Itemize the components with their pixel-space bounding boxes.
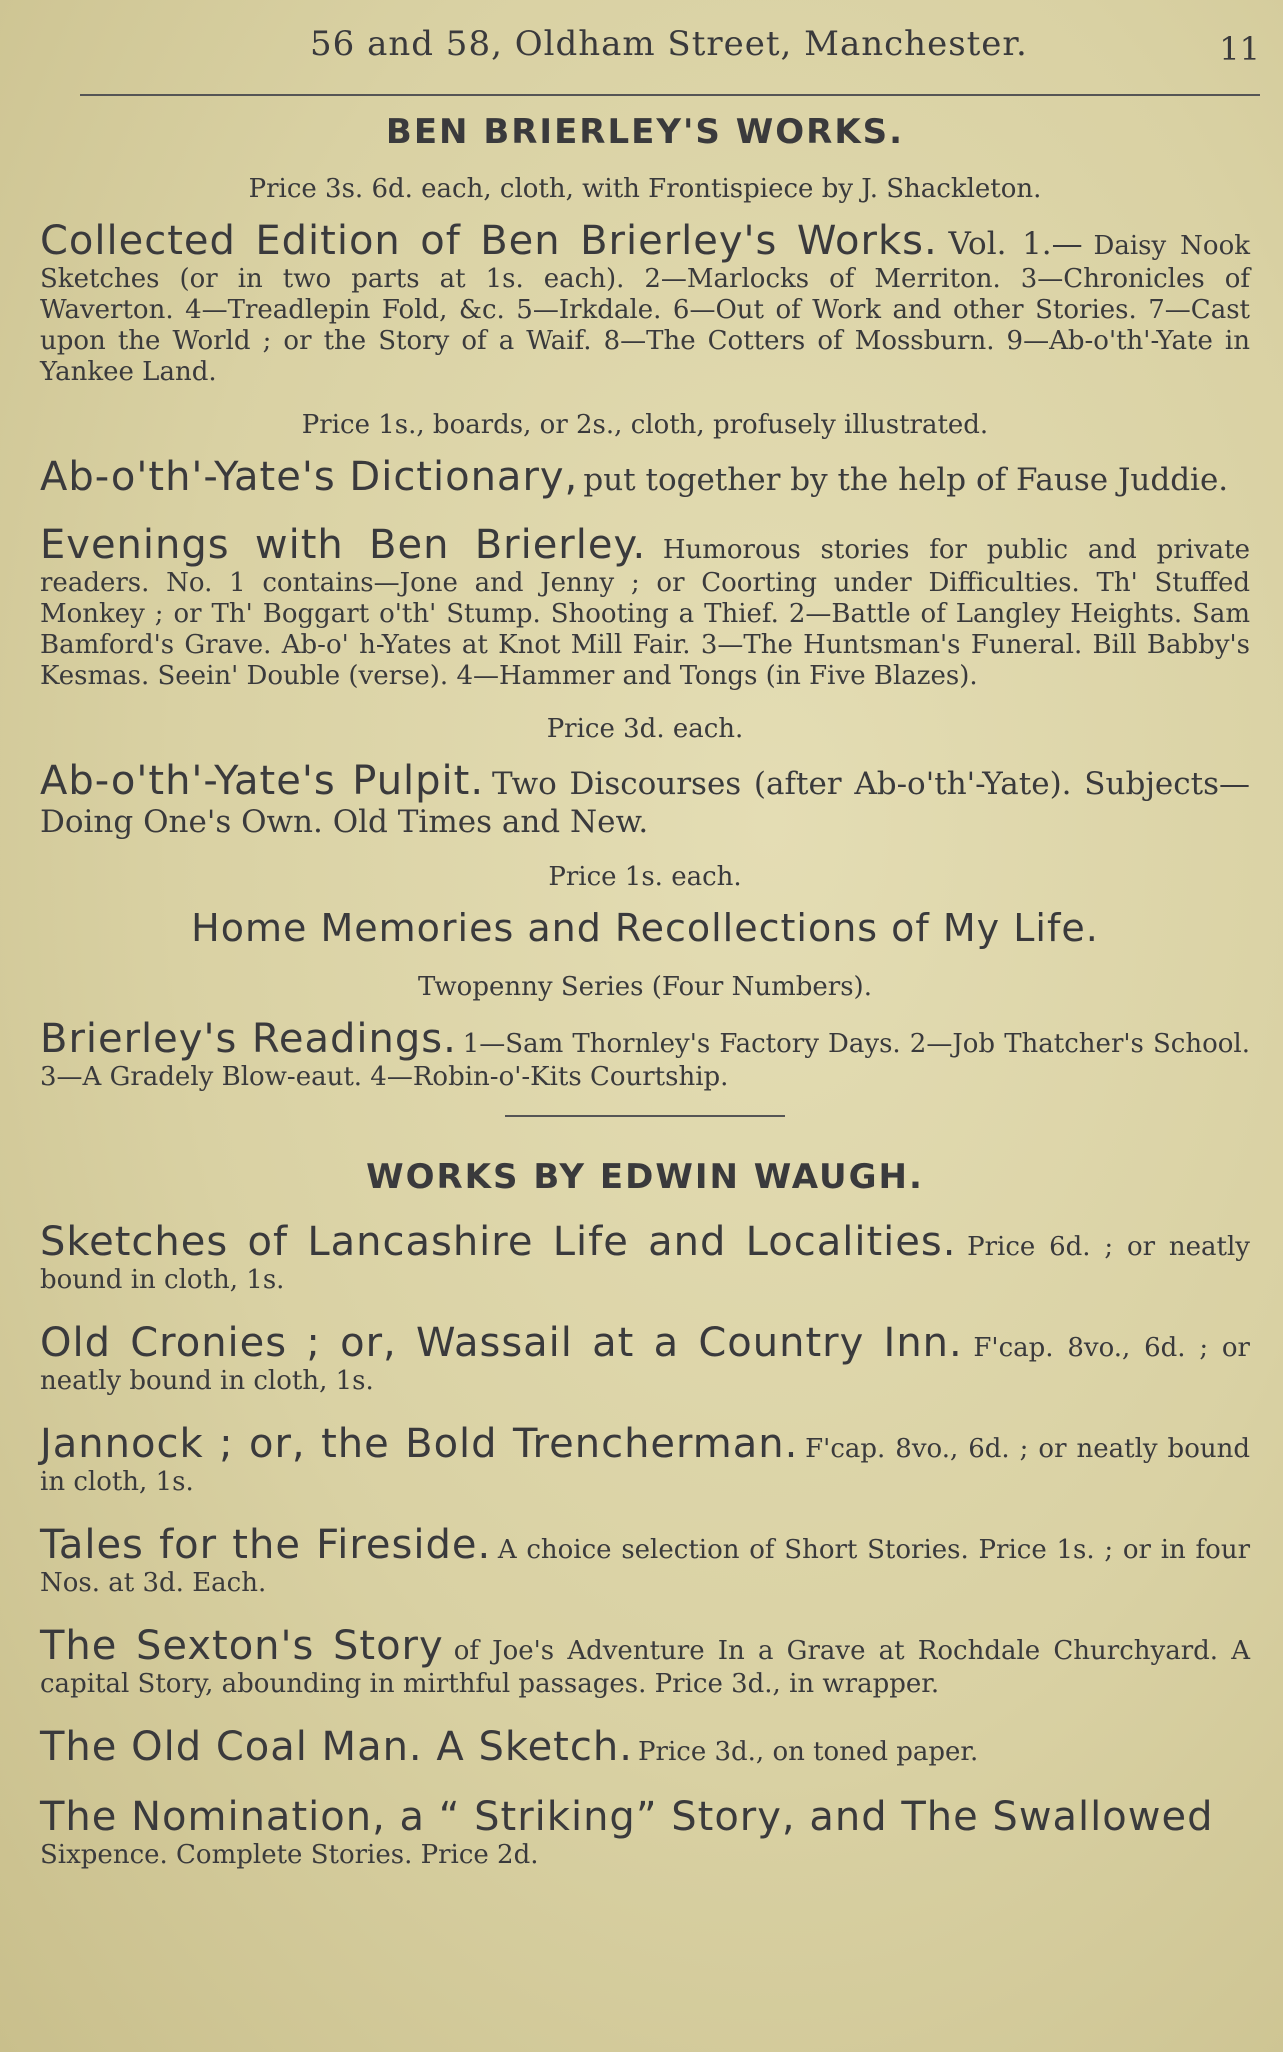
entry-title: The Old Coal Man. A Sketch. bbox=[40, 1724, 633, 1770]
entry-title: Sketches of Lancashire Life and Localities. bbox=[40, 1219, 957, 1265]
entry-body: put together by the help of Fause Juddie. bbox=[583, 462, 1229, 498]
entry-title: Ab-o'th'-Yate's Pulpit. bbox=[40, 758, 485, 804]
entry-title: Ab-o'th'-Yate's Dictionary, bbox=[40, 454, 579, 500]
list-item bbox=[40, 1320, 1250, 1397]
entry-title: Collected Edition of Ben Brierley's Works. bbox=[40, 218, 938, 264]
page-number: 11 bbox=[1219, 30, 1260, 68]
home-memories-title: Home Memories and Recollections of My Life. bbox=[191, 906, 1099, 950]
readings-entry bbox=[40, 1016, 1250, 1093]
entry-body: A choice selection of Short Stories. Price 1s. ; or in four Nos. at 3d. Each. bbox=[40, 1535, 1251, 1598]
page-content bbox=[40, 100, 1250, 1895]
entry-title: Tales for the Fireside. bbox=[40, 1522, 492, 1568]
entry-body: Humorous stories for public and private readers. No. 1 contains—Jone and Jenny ; or Coorting under Difficulties. Th' Stuffed Monkey ; or Th' Boggart o'th' Stump. Shooting a Thief. 2—Battle of Langley Heights. Sam Bamford's Grave. Ab-o' h-Yates at Knot Mill Fair. 3—The Huntsman's Funeral. Bill Babby's Kesmas. Seein' Double (verse). 4—Hammer and Tongs (in Five Blazes). bbox=[40, 535, 1250, 691]
price-note: Twopenny Series (Four Numbers). bbox=[418, 972, 872, 1002]
list-item bbox=[40, 1522, 1250, 1599]
entry-body: Price 6d. ; or neatly bound in cloth, 1s. bbox=[40, 1232, 1250, 1295]
price-note: Price 3d. each. bbox=[546, 714, 744, 744]
entry-body: Sixpence. Complete Stories. Price 2d. bbox=[40, 1840, 539, 1870]
page-header bbox=[80, 24, 1260, 96]
list-item bbox=[40, 1794, 1250, 1871]
entry-title: The Nomination, a “ Striking” Story, and The Swallowed bbox=[40, 1794, 1214, 1840]
section-divider bbox=[505, 1115, 785, 1117]
collected-edition-entry bbox=[40, 218, 1250, 388]
entry-body: of Joe's Adventure In a Grave at Rochdale Churchyard. A capital Story, abounding in mirthful passages. Price 3d., in wrapper. bbox=[40, 1636, 1250, 1699]
entry-body: Two Discourses (after Ab-o'th'-Yate). Subjects—Doing One's Own. Old Times and New. bbox=[40, 766, 1251, 840]
evenings-entry bbox=[40, 522, 1250, 692]
entry-title: Evenings with Ben Brierley. bbox=[40, 522, 647, 568]
price-note: Price 1s., boards, or 2s., cloth, profusely illustrated. bbox=[301, 410, 989, 440]
entry-body: Price 3d., on toned paper. bbox=[638, 1737, 979, 1767]
price-note: Price 1s. each. bbox=[548, 862, 742, 892]
list-item bbox=[40, 1219, 1250, 1296]
list-item bbox=[40, 1724, 1250, 1770]
entry-title: Brierley's Readings. bbox=[40, 1016, 457, 1062]
entry-body: F'cap. 8vo., 6d. ; or neatly bound in cloth, 1s. bbox=[40, 1434, 1250, 1497]
list-item bbox=[40, 1623, 1250, 1700]
entry-body: F'cap. 8vo., 6d. ; or neatly bound in cloth, 1s. bbox=[40, 1333, 1250, 1396]
brierley-heading: BEN BRIERLEY'S WORKS. bbox=[385, 112, 905, 152]
waugh-heading: WORKS BY EDWIN WAUGH. bbox=[366, 1157, 924, 1197]
header-address: 56 and 58, Oldham Street, Manchester. bbox=[310, 24, 1028, 64]
entry-body: 1—Sam Thornley's Factory Days. 2—Job Thatcher's School. 3—A Gradely Blow-eaut. 4—Robin-o'-Kits Courtship. bbox=[40, 1029, 1250, 1092]
entry-title: Jannock ; or, the Bold Trencherman. bbox=[40, 1421, 799, 1467]
entry-title: Old Cronies ; or, Wassail at a Country Inn. bbox=[40, 1320, 963, 1366]
entry-body: Daisy Nook Sketches (or in two parts at 1s. each). 2—Marlocks of Merriton. 3—Chronicles of Waverton. 4—Treadlepin Fold, &c. 5—Irkdale. 6—Out of Work and other Stories. 7—Cast upon the World ; or the Story of a Waif. 8—The Cotters of Mossburn. 9—Ab-o'th'-Yate in Yankee Land. bbox=[40, 231, 1250, 387]
entry-title: The Sexton's Story bbox=[40, 1623, 444, 1669]
price-note: Price 3s. 6d. each, cloth, with Frontispiece by J. Shackleton. bbox=[248, 174, 1042, 204]
dictionary-entry bbox=[40, 454, 1250, 500]
list-item bbox=[40, 1421, 1250, 1498]
entry-lead: Vol. 1.— bbox=[948, 226, 1083, 262]
pulpit-entry bbox=[40, 758, 1250, 840]
waugh-list bbox=[40, 1219, 1250, 1871]
